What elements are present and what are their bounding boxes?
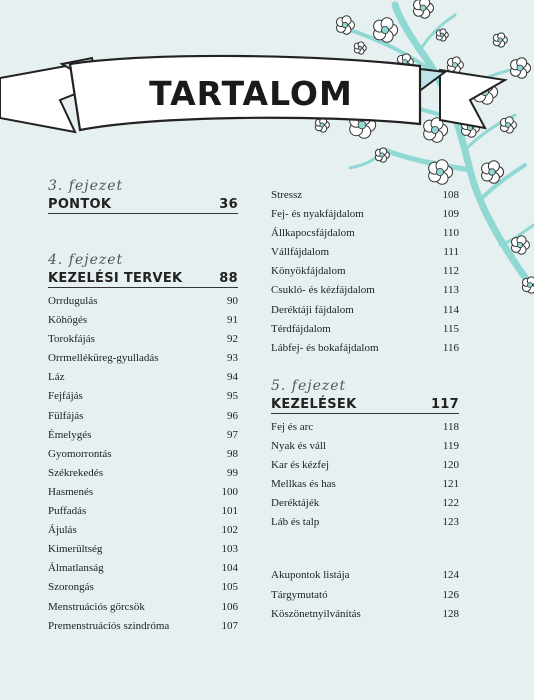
toc-entry-title: Fej és arc: [271, 420, 314, 433]
section-title: PONTOK: [48, 197, 112, 212]
section-heading[interactable]: [48, 271, 238, 288]
toc-entry-page: 96: [227, 409, 238, 422]
page-title: TARTALOM: [149, 74, 353, 113]
section-heading[interactable]: [271, 397, 459, 414]
section-title: KEZELÉSI TERVEK: [48, 271, 183, 286]
toc-entry[interactable]: [271, 586, 459, 605]
blossom-flower: [522, 277, 534, 293]
toc-entry[interactable]: [48, 349, 238, 368]
toc-entry-title: Köszönetnyilvánítás: [271, 607, 361, 620]
toc-entry-title: Szorongás: [48, 581, 94, 594]
toc-entry-title: Puffadás: [48, 505, 87, 518]
toc-entry-title: Kimerültség: [48, 543, 103, 556]
toc-entry-page: 100: [221, 485, 238, 498]
toc-entry-title: Kar és kézfej: [271, 459, 330, 472]
toc-entry[interactable]: [271, 301, 459, 320]
toc-entry[interactable]: [48, 292, 238, 311]
chapter-label: 5. fejezet: [271, 377, 347, 394]
toc-entry-title: Könyökfájdalom: [271, 265, 346, 278]
toc-entry[interactable]: [48, 464, 238, 483]
toc-entry-title: Térdfájdalom: [271, 322, 331, 335]
toc-entry-page: 92: [227, 333, 238, 346]
chapter-label: 4. fejezet: [48, 252, 124, 268]
blossom-flower: [429, 160, 453, 185]
toc-entry[interactable]: [271, 494, 459, 513]
section-title: KEZELÉSEK: [271, 396, 357, 412]
toc-entry[interactable]: [271, 281, 459, 300]
toc-entry-title: Fülfájás: [48, 409, 84, 422]
toc-entry-page: 101: [221, 505, 238, 518]
toc-entry-title: Émelygés: [48, 428, 92, 441]
toc-entry-title: Stressz: [271, 189, 303, 201]
toc-entry-title: Álmatlanság: [48, 562, 104, 575]
toc-left-column: [48, 178, 238, 636]
toc-entry-page: 123: [442, 516, 459, 529]
toc-entry[interactable]: [271, 339, 459, 358]
toc-entry-page: 121: [442, 478, 459, 491]
toc-entry-page: 109: [442, 208, 459, 221]
section-page: 36: [219, 197, 238, 212]
toc-entry-page: 112: [442, 265, 459, 278]
toc-entry-page: 120: [442, 459, 459, 472]
toc-entry-page: 122: [442, 497, 459, 510]
toc-entry[interactable]: [271, 243, 459, 262]
toc-entry-title: Torokfájás: [48, 333, 95, 346]
toc-entry-title: Nyak és váll: [271, 439, 326, 452]
toc-entry[interactable]: [271, 437, 459, 456]
toc-entry-title: Menstruációs görcsök: [48, 600, 145, 613]
toc-entry[interactable]: [271, 513, 459, 532]
toc-entry-title: Premenstruációs szindróma: [48, 619, 170, 632]
toc-entry[interactable]: [48, 368, 238, 387]
blossom-flower: [511, 236, 529, 254]
toc-entry[interactable]: [271, 456, 459, 475]
toc-entry-title: Székrekedés: [48, 466, 103, 479]
toc-entry-title: Hasmenés: [48, 485, 94, 498]
toc-entry-page: 90: [227, 295, 238, 307]
toc-entry-page: 119: [442, 439, 459, 452]
toc-entry-page: 128: [442, 607, 459, 620]
toc-entry[interactable]: [48, 598, 238, 617]
toc-entry-title: Láz: [48, 371, 65, 384]
toc-entry-page: 102: [221, 524, 238, 537]
toc-entry[interactable]: [48, 578, 238, 597]
toc-entry-title: Gyomorrontás: [48, 447, 112, 460]
toc-entry-title: Deréktájék: [271, 497, 320, 510]
toc-entry[interactable]: [48, 540, 238, 559]
toc-entry-page: 114: [442, 303, 459, 316]
toc-entry[interactable]: [271, 418, 459, 437]
toc-entry-page: 118: [442, 420, 459, 433]
toc-entry[interactable]: [271, 566, 459, 585]
toc-right-column: [271, 186, 459, 624]
section-page: 88: [219, 271, 238, 286]
toc-entry-page: 97: [227, 428, 238, 441]
toc-entry-list: [271, 186, 459, 358]
section-page: 117: [430, 396, 459, 412]
toc-entry-page: 126: [442, 588, 459, 601]
toc-entry[interactable]: [48, 426, 238, 445]
toc-entry-title: Vállfájdalom: [271, 246, 330, 259]
toc-entry-title: Láb és talp: [271, 516, 320, 529]
toc-entry-title: Orrmelléküreg-gyulladás: [48, 352, 159, 365]
toc-entry[interactable]: [48, 617, 238, 636]
toc-entry[interactable]: [271, 224, 459, 243]
toc-entry[interactable]: [271, 605, 459, 624]
toc-entry-title: Lábfej- és bokafájdalom: [271, 341, 379, 354]
toc-entry-page: 105: [221, 581, 238, 594]
toc-entry[interactable]: [271, 262, 459, 281]
toc-entry-page: 107: [221, 619, 238, 632]
toc-entry[interactable]: [48, 521, 238, 540]
toc-entry-title: Deréktáji fájdalom: [271, 303, 354, 316]
toc-entry-page: 91: [227, 314, 238, 327]
toc-entry-title: Orrdugulás: [48, 295, 98, 307]
toc-entry-page: 99: [227, 466, 238, 479]
toc-entry-page: 104: [221, 562, 238, 575]
toc-entry-page: 111: [443, 246, 459, 259]
toc-entry-page: 93: [227, 352, 238, 365]
toc-entry-page: 115: [442, 322, 459, 335]
toc-entry-title: Fejfájás: [48, 390, 83, 403]
toc-entry[interactable]: [271, 475, 459, 494]
toc-entry[interactable]: [48, 407, 238, 426]
blossom-flower: [482, 161, 504, 184]
toc-entry-list: [48, 292, 238, 636]
toc-entry[interactable]: [48, 387, 238, 406]
toc-entry-page: 110: [442, 227, 459, 240]
toc-entry-title: Tárgymutató: [271, 588, 328, 601]
chapter-label: 3. fejezet: [48, 178, 124, 194]
toc-entry-list: [271, 566, 459, 623]
toc-entry-list: [271, 418, 459, 533]
toc-entry-title: Akupontok listája: [271, 569, 350, 582]
toc-entry-title: Csukló- és kézfájdalom: [271, 284, 375, 297]
toc-entry[interactable]: [271, 320, 459, 339]
toc-entry[interactable]: [48, 330, 238, 349]
toc-entry-page: 94: [227, 371, 238, 384]
toc-entry-page: 95: [227, 390, 238, 403]
toc-entry-title: Köhögés: [48, 314, 88, 327]
toc-entry-title: Mellkas és has: [271, 478, 336, 491]
toc-entry-page: 98: [227, 447, 238, 460]
section-heading[interactable]: [48, 197, 238, 214]
toc-entry-page: 103: [221, 543, 238, 556]
toc-entry-title: Állkapocsfájdalom: [271, 227, 355, 240]
toc-entry-title: Ájulás: [48, 524, 77, 537]
toc-entry-page: 116: [442, 341, 459, 354]
toc-entry[interactable]: [48, 311, 238, 330]
toc-entry[interactable]: [48, 445, 238, 464]
toc-entry[interactable]: [271, 205, 459, 224]
toc-entry-page: 113: [442, 284, 459, 297]
toc-entry-page: 124: [442, 569, 459, 582]
toc-entry[interactable]: [48, 483, 238, 502]
toc-entry[interactable]: [48, 502, 238, 521]
toc-entry[interactable]: [271, 186, 459, 205]
toc-entry-page: 106: [221, 600, 238, 613]
toc-entry-page: 108: [442, 189, 459, 201]
toc-entry-title: Fej- és nyakfájdalom: [271, 208, 364, 221]
toc-entry[interactable]: [48, 559, 238, 578]
